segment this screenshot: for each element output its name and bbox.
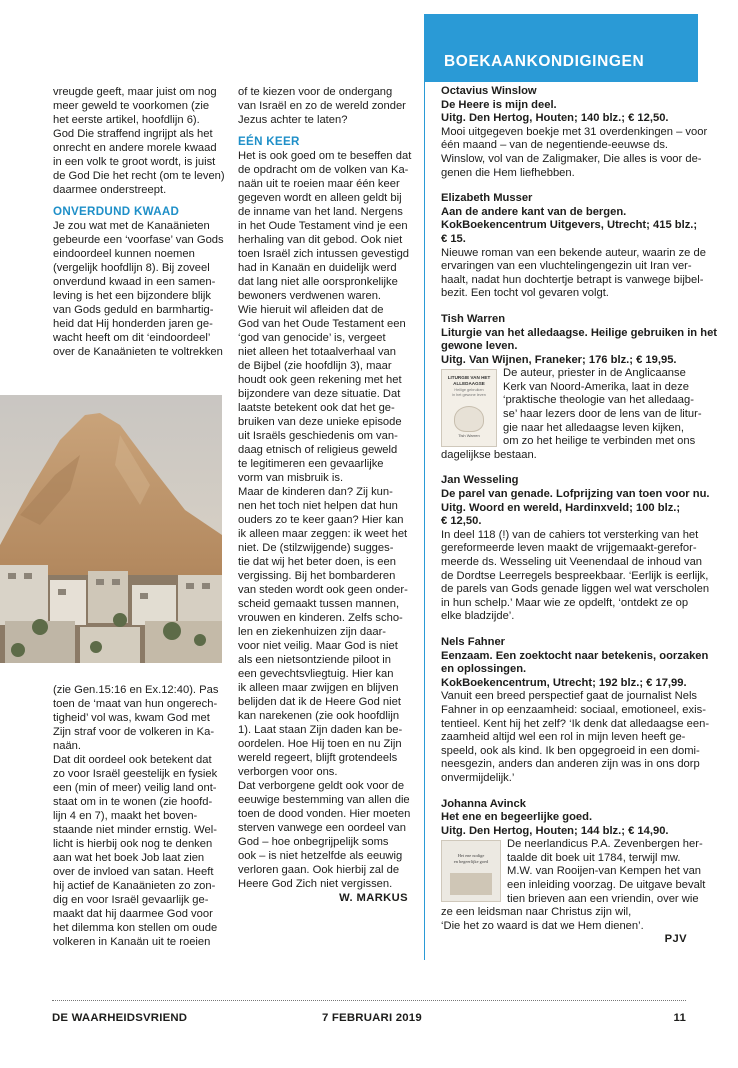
book-title: Aan de andere kant van de bergen. [441,205,627,218]
book-title: Liturgie van het alledaagse. Heilige gebruiken in het [441,326,718,339]
book-description-line: ervaringen van een vluchtelingengezin uit Iran ver- [441,260,692,273]
body-text-line: ‘god van genocide’ is, vergeet [238,332,386,344]
body-text-line: de opdracht om de volken van Ka- [238,164,409,176]
body-text-line: hij actief de Kanaänieten zo zon- [53,880,216,892]
col1a-text [53,85,225,197]
body-text-line: te legitimeren een gevaarlijke [238,458,384,470]
body-text-line: gebeurde een ‘voorfase’ van Gods [53,234,224,246]
body-text-line: naän uit te roeien maar één keer [238,178,400,190]
cover-subtitle-line: in het gewone leven [452,392,486,397]
article-column-1-continued [53,683,221,949]
book-description-line: dagelijkse bestaan. [441,448,537,461]
footer-date: 7 FEBRUARI 2019 [322,1012,422,1024]
body-text-line: toen de dood vonden. Hier moeten [238,808,411,820]
body-text-line: onverdund kwaad in een samen- [53,276,216,288]
body-text-line: bijzondere van deze situatie. Dat [238,388,401,400]
body-text-line: van Israël en zo de wereld zonder [238,100,406,112]
book-entry [441,797,706,934]
body-text-line: van steden wordt ook geen onder- [238,584,408,596]
book-description-line: om zo het heilige te verbinden met ons [503,435,696,448]
body-text-line: Jezus achter te laten? [238,114,348,126]
footer-page-number: 11 [673,1012,686,1024]
book-description-line: meerde ds. Wesseling uit Veenendaal de inhoud van [441,556,703,568]
book-publisher: KokBoekencentrum, Utrecht; 192 blz.; € 17,99. [441,676,687,689]
body-text-line: lijn 4 en 7), maakt het boven- [53,810,198,822]
body-text-line: als een nietsontziende piloot in [238,654,392,666]
article-column-1 [53,85,225,359]
body-text-line: dig en voor Israël gevaarlijk ge- [53,894,209,906]
author-signature: W. MARKUS [339,892,408,904]
body-text-line: staande niet minder ernstig. Wel- [53,824,217,836]
sidebar-title: BOEKAANKONDIGINGEN [444,53,645,70]
book-author: Jan Wesseling [441,474,519,487]
body-text-line: de Bijbel (zie hoofdlijn 3), maar [238,360,392,372]
body-text-line: toen Israël zich intussen gevestigd [238,248,410,260]
body-text-line: God Die straffend ingrijpt als het [53,128,213,140]
col1b-text [53,219,224,359]
body-text-line: len en ziekenhuizen zijn daar- [238,626,387,638]
cover-subtitle-line: Heilige gebruiken [454,388,484,393]
body-text-line: volkeren in Kanaän uit te roeien [53,936,211,948]
body-text-line: ouders zo te keer gaan? Hier kan [238,514,404,526]
book-description-line: speeld, ook als kind. Ik ben opgegroeid in een domi- [441,744,700,757]
body-text-line: voor niet veilig. Maar God is niet [238,640,398,652]
book-description-line: M.W. van Rooijen-van Kempen het van [507,865,702,878]
body-text-line: sterven vanwege een oordeel van [238,822,406,834]
book-description-line: één maand – van de negentiende-eeuwse ds. [441,139,669,152]
body-text-line: oordelen. Hoe Hij toen en nu Zijn [238,738,402,750]
body-text-line: vrouwen en kinderen. Zelfs scho- [238,612,403,624]
body-text-line: over de Kanaänieten te voltrekken [53,346,223,358]
book-description-line: genen die Hem liefhebben. [441,166,575,179]
book-publisher: Uitg. Den Hertog, Houten; 140 blz.; € 12,50. [441,112,669,125]
body-text-line: Wie hieruit wil afleiden dat de [238,304,384,316]
book-description-line: neesgezin, anders dan anderen zijn was in ons dorp [441,758,700,771]
body-text-line: houdt ook geen rekening met het [238,374,402,386]
body-text-line: meer geweld te voorkomen (zie [53,100,210,112]
body-text-line: ik alleen maar zeggen: ik weet het [238,528,408,540]
book-description-line: tien brieven aan een vriendin, over wie [507,892,699,905]
body-text-line: licht is hierbij ook nog te denken [53,838,213,850]
body-text-line: (vergelijk hoofdlijn 8). Bij zoveel [53,262,210,274]
book-description-line: de Dordtse Leerregels bespreekbaar. ‘Eerlijk is eerlijk, [441,569,709,582]
footer-divider [52,1000,686,1001]
book-description-line: de parels van Gods genade liggen wel wat verscholen [441,583,710,596]
body-text-line: Het is ook goed om te beseffen dat [238,150,412,162]
body-text-line: aan wat het boek Job laat zien [53,852,205,864]
body-text-line: toen de ‘maat van hun ongerech- [53,698,218,710]
body-text-line: of te kiezen voor de ondergang [238,86,393,98]
body-text-line: dat lang niet alle oorspronkelijke [238,276,398,288]
body-text-line: had in Kanaän en duidelijk werd [238,262,397,274]
book-entry [441,85,708,180]
body-text-line: naän. [53,740,81,752]
book-description-line: Vanuit een breed perspectief gaat de journalist Nels [441,690,698,703]
book-publisher: KokBoekencentrum Uitgevers, Utrecht; 415 blz.; [441,219,698,232]
book-description-line: ‘Die het zo waard is dat we Hem dienen’. [441,919,644,932]
book-publisher: Uitg. Den Hertog, Houten; 144 blz.; € 14,90. [441,824,669,837]
book-description-line: elke bladzijde’. [441,610,515,623]
body-text-line: wereld regeert, blijft grotendeels [238,752,398,764]
body-text-line: het eerste artikel, hoofdlijn 6). [53,114,200,126]
sidebar-header-bar [424,14,698,82]
body-text-line: in het Oude Testament vind je een [238,220,408,232]
body-text-line: eeuwige bestemming van allen die [238,794,410,806]
book-description-line: Winslow, vol van de Zaligmaker, Die alles is voor de- [441,152,702,165]
body-text-line: laatste betekent ook dat het ge- [238,402,395,414]
book-description-line: De neerlandicus P.A. Zevenbergen her- [507,838,703,851]
body-text-line: belijden dat ik de Heere God niet [238,696,401,708]
body-text-line: leving is het een bijzondere blijk [53,290,211,302]
body-text-line: Zijn straf voor de volkeren in Ka- [53,726,215,738]
book-publisher: € 15. [441,232,466,245]
body-text-line: vergissing. Bij het bombarderen [238,570,396,582]
body-text-line: God van het Oude Testament een [238,318,406,330]
book-announcements [441,85,718,947]
body-text-line: 1). Laat staan Zijn daden kan be- [238,724,403,736]
book-description-line: ‘praktische theologie van het alledaag- [503,394,694,407]
body-text-line: scheid gemaakt tussen mannen, [238,598,400,610]
body-text-line: bewoners verdwenen waren. [238,290,382,302]
books-signature: PJV [664,933,687,946]
body-text-line: verborgen voor ons. [238,766,338,778]
body-text-line: tie dat wij het beter doen, is een [238,556,396,568]
article-column-2 [238,85,412,905]
book-description-line: een inleiding voorzag. De uitgave bevalt [507,879,706,892]
cover-title-line: Het ene nodige [457,853,485,859]
body-text-line: daarmee onderstreept. [53,184,167,196]
body-text-line: niet alleen het totaalverhaal van [238,346,396,358]
body-text-line: Dat dit oordeel ook betekent dat [53,754,212,766]
body-text-line: onrecht en andere morele kwaad [53,142,217,154]
body-text-line: ik alleen maar zwijgen en blijven [238,682,399,694]
book-author: Octavius Winslow [441,85,537,97]
body-text-line: vreugde geeft, maar juist om nog [53,86,217,98]
book-author: Nels Fahner [441,635,506,648]
article-photo-desert-hill [0,395,222,663]
body-text-line: de God Die het recht (om te leven) [53,170,225,182]
book-description-line: haalt, nadat hun dochtertje betrapt is vanwege bijbel- [441,273,704,286]
section-heading-onverdund-kwaad: ONVERDUND KWAAD [53,205,180,218]
book-description-line: Nieuwe roman van een bekende auteur, waarin ze de [441,246,706,259]
book-description-line: onvermijdelijk.’ [441,771,515,784]
book-publisher: Uitg. Van Wijnen, Franeker; 176 blz.; € 19,95. [441,353,677,366]
body-text-line: uit Israëls geschiedenis om van- [238,430,398,442]
book-author: Tish Warren [441,312,506,325]
body-text-line: (zie Gen.15:16 en Ex.12:40). Pas [53,684,219,696]
cover-title-line: en begeerlijke goed [453,858,489,864]
book-description-line: bezit. Een tocht vol gevaren volgt. [441,287,609,300]
book-description-line: tentieel. Kent hij het zelf? ‘Ik denk dat alledaagse een- [441,717,710,730]
book-cover-image [441,369,497,447]
body-text-line: maakt dat hij daarmee God voor [53,908,213,920]
book-description-line: taalde dit boek uit 1784, terwijl mw. [507,851,681,864]
cover-title-line: LITURGIE VAN HET [447,375,491,381]
body-text-line: verloren gaan. Ook hierbij zal de [238,864,400,876]
book-author: Elizabeth Musser [441,192,533,205]
book-publisher: € 12,50. [441,515,482,528]
body-text-line: Heere God Zich niet vergissen. [238,878,393,890]
book-title: De Heere is mijn deel. [441,98,557,111]
body-text-line: bruiken van deze unieke episode [238,416,402,428]
footer-magazine-name: DE WAARHEIDSVRIEND [52,1012,188,1024]
body-text-line: eindoordeel kunnen noemen [53,248,195,260]
col2b-text [238,149,412,891]
body-text-line: in een volk te groot wordt, is juist [53,156,216,168]
body-text-line: vorm van misbruik is. [238,472,344,484]
book-description-line: gie naar het alledaagse leven kijken, [503,421,684,434]
body-text-line: ook – is niet hetzelfde als eeuwig [238,850,403,862]
book-title: De parel van genade. Lofprijzing van toen voor nu. [441,488,710,501]
body-text-line: niet. De (stilzwijgende) sugges- [238,542,394,554]
body-text-line: een (min of meer) veilig land ont- [53,782,217,794]
book-publisher: Uitg. Woord en wereld, Hardinxveld; 100 blz.; [441,501,681,514]
body-text-line: een gevechtsvliegtuig. Hier kan [238,668,394,680]
book-description-line: De auteur, priester in de Anglicaanse [503,367,686,380]
cover-author: Tish Warren [458,432,480,438]
col2a-text [238,85,408,127]
body-text-line: herhaling van dit gebod. Ook niet [238,234,403,246]
body-text-line: zo voor Israël geestelijk en fysiek [53,768,218,780]
book-description-line: se’ haar lezers door de lens van de litur- [503,408,702,421]
body-text-line: daag etnisch of religieus geweld [238,444,398,456]
body-text-line: gegeven wordt en alleen geldt bij [238,192,402,204]
body-text-line: over de invloed van satan. Heeft [53,866,214,878]
body-text-line: God – hoe onbegrijpelijk soms [238,836,389,848]
body-text-line: de inname van het land. Nergens [238,206,403,218]
book-title: gewone leven. [441,340,518,353]
book-entry [441,192,706,301]
book-title: Het ene en begeerlijke goed. [441,811,593,824]
book-cover-image [441,840,501,902]
book-description-line: Kerk van Noord-Amerika, laat in deze [503,380,689,393]
body-text-line: wacht heeft om dit ‘eindoordeel’ [53,332,211,344]
body-text-line: tigheid’ vol was, kwam God met [53,712,210,724]
body-text-line: van Gods geduld en barmhartig- [53,304,214,316]
body-text-line: Maar de kinderen dan? Zij kun- [238,486,393,498]
section-heading-een-keer: EÉN KEER [238,135,300,148]
book-description-line: gereformeerde leven maakt de vrijgemaakt-gerefor- [441,542,697,555]
book-title: Eenzaam. Een zoektocht naar betekenis, oorzaken [441,649,709,662]
book-title: en oplossingen. [441,663,527,676]
body-text-line: Dat verborgene geldt ook voor de [238,780,405,792]
book-entry [441,312,718,463]
book-description-line: Fahner in op eenzaamheid: sociaal, emotioneel, exis- [441,703,706,716]
body-text-line: staat om in te wonen (zie hoofd- [53,796,213,808]
book-description-line: ze een leidsman naar Christus zijn wil, [441,906,632,919]
cover-title-line: ALLEDAAGSE [453,380,485,386]
body-text-line: Je zou wat met de Kanaänieten [53,220,210,232]
book-entry [441,474,710,624]
sidebar-divider [424,82,425,960]
book-description-line: Mooi uitgegeven boekje met 31 overdenkingen – voor [441,125,708,138]
book-description-line: zaamheid altijd wel een rol in mijn leven heeft ge- [441,731,686,744]
col1c-text [53,683,221,949]
body-text-line: nen het toch niet helpen dat hun [238,500,398,512]
book-author: Johanna Avinck [441,797,526,810]
book-description-line: in hun schelp.’ Maar wie ze opdelft, ‘ontdekt ze op [441,596,689,609]
body-text-line: kan narekenen (zie ook hoofdlijn [238,710,400,722]
body-text-line: heid dat Hij honderden jaren ge- [53,318,213,330]
book-description-line: In deel 118 (!) van de cahiers tot versterking van het [441,528,699,541]
book-entry [441,635,710,786]
body-text-line: het dilemma kon stellen om oude [53,922,218,934]
